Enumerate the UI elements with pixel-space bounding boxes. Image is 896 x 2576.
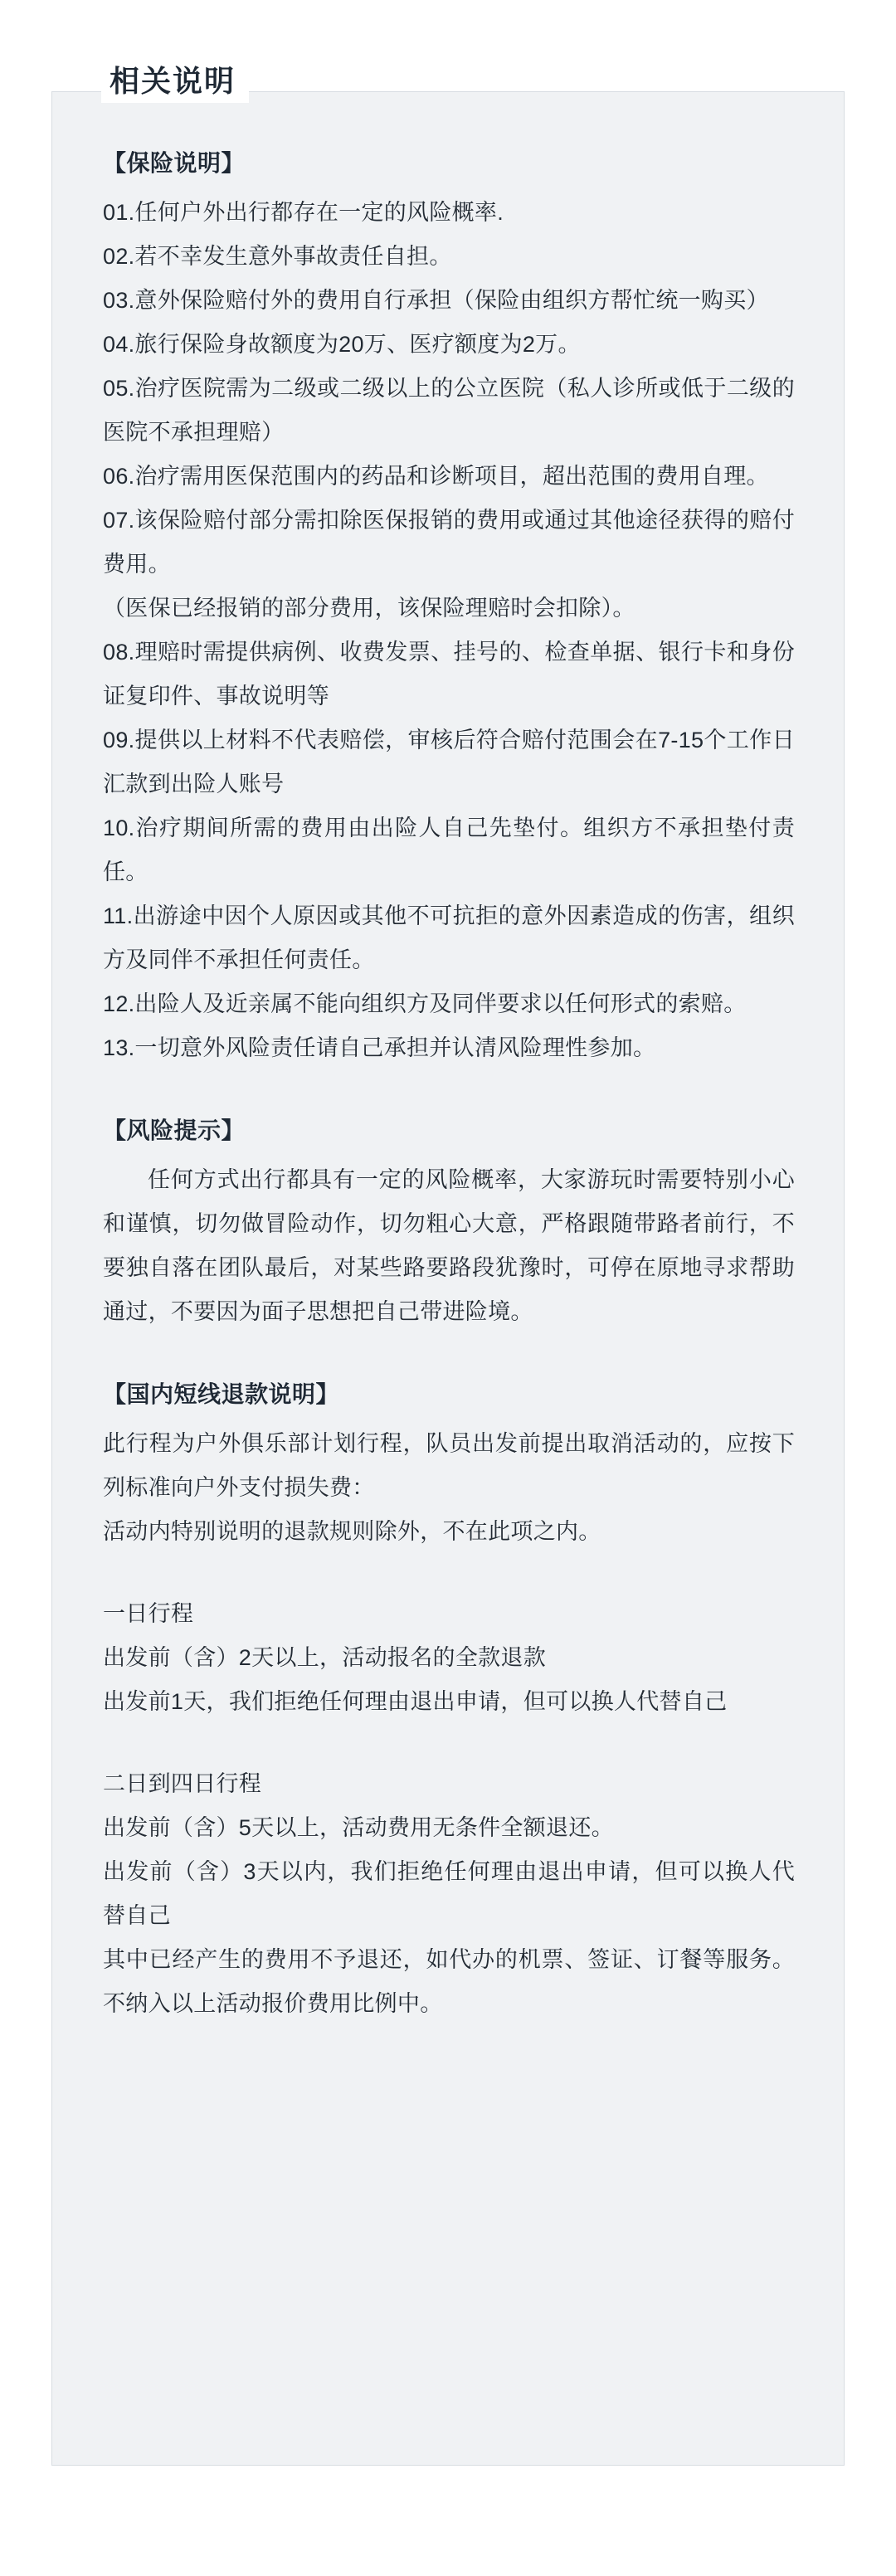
- body-line: 01.任何户外出行都存在一定的风险概率.: [103, 200, 504, 225]
- body-line: 03.意外保险赔付外的费用自行承担（保险由组织方帮忙统一购买）: [103, 288, 769, 313]
- body-line: 12.出险人及近亲属不能向组织方及同伴要求以任何形式的索赔。: [103, 991, 747, 1016]
- body-line: 11.出游途中因个人原因或其他不可抗拒的意外因素造成的伤害，组织方及同伴不承担任何责任。: [103, 903, 795, 972]
- section-heading: 【国内短线退款说明】: [103, 1381, 340, 1407]
- body-line: 此行程为户外俱乐部计划行程，队员出发前提出取消活动的，应按下列标准向户外支付损失费：: [103, 1431, 795, 1500]
- section-heading: 【保险说明】: [103, 150, 246, 176]
- body-line: 08.理赔时需提供病例、收费发票、挂号的、检查单据、银行卡和身份证复印件、事故说明等: [103, 640, 795, 709]
- section-refund-policy: [103, 1372, 795, 2026]
- spacer: [103, 1724, 795, 1762]
- spacer: [103, 1070, 795, 1108]
- body-line: 二日到四日行程: [103, 1771, 262, 1796]
- body-line: 其中已经产生的费用不予退还，如代办的机票、签证、订餐等服务。不纳入以上活动报价费用比例中。: [103, 1947, 795, 2016]
- body-line: 出发前（含）3天以内，我们拒绝任何理由退出申请，但可以换人代替自己: [103, 1859, 795, 1928]
- body-line: 10.治疗期间所需的费用由出险人自己先垫付。组织方不承担垫付责任。: [103, 816, 795, 884]
- body-line: 06.治疗需用医保范围内的药品和诊断项目，超出范围的费用自理。: [103, 464, 769, 489]
- body-line: 05.治疗医院需为二级或二级以上的公立医院（私人诊所或低于二级的医院不承担理赔）: [103, 376, 795, 445]
- body-line: 13.一切意外风险责任请自己承担并认清风险理性参加。: [103, 1035, 656, 1060]
- body-line: 07.该保险赔付部分需扣除医保报销的费用或通过其他途径获得的赔付费用。: [103, 508, 795, 577]
- section-insurance: [103, 141, 795, 1070]
- body-line: 出发前1天，我们拒绝任何理由退出申请，但可以换人代替自己: [103, 1689, 728, 1714]
- body-line: 一日行程: [103, 1601, 194, 1626]
- body-line: 09.提供以上材料不代表赔偿，审核后符合赔付范围会在7-15个工作日汇款到出险人账号: [103, 728, 795, 796]
- page-title: 相关说明: [101, 60, 249, 103]
- document-content: [51, 141, 845, 2026]
- spacer: [103, 1334, 795, 1372]
- body-line: 出发前（含）5天以上，活动费用无条件全额退还。: [103, 1815, 614, 1840]
- body-line: 04.旅行保险身故额度为20万、医疗额度为2万。: [103, 332, 581, 357]
- section-heading: 【风险提示】: [103, 1118, 246, 1143]
- body-line: 任何方式出行都具有一定的风险概率，大家游玩时需要特别小心和谨慎，切勿做冒险动作，切勿粗心大意，严格跟随带路者前行，不要独自落在团队最后，对某些路要路段犹豫时，可停在原地寻求帮助通过，不要因为面子思想把自己带进险境。: [103, 1167, 795, 1324]
- spacer: [103, 1554, 795, 1592]
- section-risk-notice: [103, 1108, 795, 1334]
- body-line: 活动内特别说明的退款规则除外，不在此项之内。: [103, 1519, 601, 1544]
- body-line: 出发前（含）2天以上，活动报名的全款退款: [103, 1645, 547, 1670]
- body-line: 02.若不幸发生意外事故责任自担。: [103, 244, 452, 269]
- body-line: （医保已经报销的部分费用，该保险理赔时会扣除）。: [103, 596, 635, 621]
